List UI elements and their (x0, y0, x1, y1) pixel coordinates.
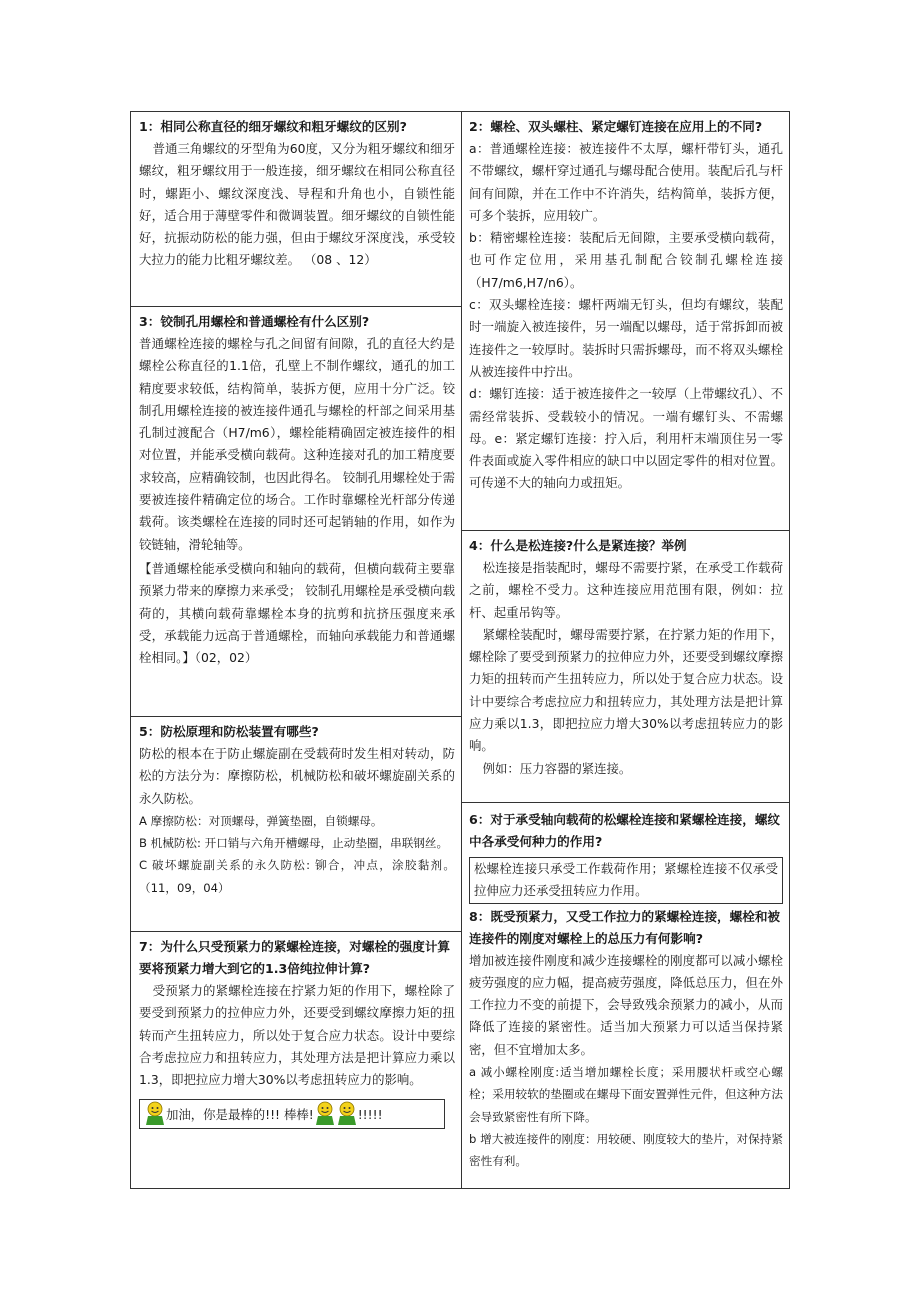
q5-title: 5：防松原理和防松装置有哪些? (139, 724, 319, 739)
q3-cell (131, 307, 461, 717)
q6-title: 6：对于承受轴向载荷的松螺栓连接和紧螺栓连接，螺纹中各承受何种力的作用? (469, 812, 781, 849)
smiley-icon (314, 1101, 336, 1127)
smiley-icon (144, 1101, 166, 1127)
q3-body: 普通螺栓连接的螺栓与孔之间留有间隙，孔的直径大约是螺栓公称直径的1.1倍，孔壁上不制作螺纹，通孔的加工精度要求较低，结构简单，装拆方便，应用十分广泛。铰制孔用螺栓连接的被连接件通孔与螺栓的杆部之间采用基孔制过渡配合（H7/m6），螺栓能精确固定被连接件的相对位置，并能承受横向载荷。这种连接对孔的加工精度要求较高，应精确铰制，也因此得名。 铰制孔用螺栓处于需要被连接件精确定位的场合。工作时靠螺栓光杆部分传递载荷。该类螺栓在连接的同时还可起销轴的作用，如作为铰链轴，滑轮轴等。 (139, 336, 455, 552)
q2-cell (461, 112, 789, 531)
q6-q8-cell (461, 803, 789, 1190)
q6-answer: 松螺栓连接只承受工作载荷作用；紧螺栓连接不仅承受拉伸应力还承受扭转应力作用。 (469, 857, 783, 904)
q1-title: 1：相同公称直径的细牙螺纹和粗牙螺纹的区别? (139, 119, 407, 134)
qa-table (130, 111, 790, 1189)
q2-item-de: d：螺钉连接：适于被连接件之一较厚（上带螺纹孔）、不需经常装拆、受载较小的情况。一端有螺钉头、不需螺母。e：紧定螺钉连接：拧入后，利用杆末端顶住另一零件表面或旋入零件相应的缺口中以固定零件的相对位置。可传递不大的轴向力或扭矩。 (469, 386, 783, 491)
q8-item-b: b 增大被连接件的刚度：用较硬、刚度较大的垫片，对保持紧密性有利。 (469, 1131, 783, 1169)
right-column (461, 112, 789, 1188)
q5-body: 防松的根本在于防止螺旋副在受载荷时发生相对转动，防松的方法分为：摩擦防松，机械防松和破坏螺旋副关系的永久防松。 (139, 746, 455, 806)
q5-item-b: B 机械防松: 开口销与六角开槽螺母，止动垫圈，串联钢丝。 (139, 836, 449, 851)
left-column (131, 112, 462, 1188)
q4-title: 4：什么是松连接?什么是紧连接？举例 (469, 538, 687, 553)
cheer-exclaim: !!!!! (357, 1106, 383, 1122)
q3-note: 【普通螺栓能承受横向和轴向的载荷，但横向载荷主要靠预紧力带来的摩擦力来承受； 铰制孔用螺栓是承受横向载荷的，其横向载荷靠螺栓本身的抗剪和抗挤压强度来承受，承载能力远高于普通螺栓，而轴向承载能力和普通螺栓相同。】（02，02） (139, 560, 455, 666)
q7-title: 7：为什么只受预紧力的紧螺栓连接，对螺栓的强度计算要将预紧力增大到它的1.3倍纯拉伸计算? (139, 939, 451, 976)
q8-item-a: a 减小螺栓刚度:适当增加螺栓长度；采用腰状杆或空心螺栓；采用较软的垫圈或在螺母下面安置弹性元件，但这种方法会导致紧密性有所下降。 (469, 1065, 783, 1124)
q2-item-c: c：双头螺栓连接：螺杆两端无钉头，但均有螺纹，装配时一端旋入被连接件，另一端配以螺母，适于常拆卸而被连接件之一较厚时。装拆时只需拆螺母，而不将双头螺栓从被连接件中拧出。 (469, 297, 783, 379)
q8-body: 增加被连接件刚度和减少连接螺栓的刚度都可以减小螺栓疲劳强度的应力幅，提高疲劳强度，降低总压力，但在外工作拉力不变的前提下，会导致残余预紧力的减小，从而降低了连接的紧密性。适当加大预紧力可以适当保持紧密，但不宜增加太多。 (469, 952, 783, 1057)
q7-body: 受预紧力的紧螺栓连接在拧紧力矩的作用下，螺栓除了要受到预紧力的拉伸应力外，还要受到螺纹摩擦力矩的扭转而产生扭转应力，所以处于复合应力状态。设计中要综合考虑拉应力和扭转应力，其处理方法是把计算应力乘以1.3，即把拉应力增大30%以考虑扭转应力的影响。 (139, 983, 455, 1088)
q4-para-3: 例如：压力容器的紧连接。 (482, 760, 632, 776)
q4-para-1: 松连接是指装配时，螺母不需要拧紧，在承受工作载荷之前，螺栓不受力。这种连接应用范围有限，例如：拉杆、起重吊钩等。 (469, 560, 783, 620)
q7-cell (131, 932, 461, 1190)
q5-item-a: A 摩擦防松：对顶螺母，弹簧垫圈，自锁螺母。 (139, 813, 383, 828)
q3-title: 3：铰制孔用螺栓和普通螺栓有什么区别? (139, 314, 370, 329)
q1-body: 普通三角螺纹的牙型角为60度，又分为粗牙螺纹和细牙螺纹，粗牙螺纹用于一般连接，细牙螺纹在相同公称直径时，螺距小、螺纹深度浅、导程和升角也小，自锁性能好，适合用于薄壁零件和微调装置。细牙螺纹的自锁性能好，抗振动防松的能力强，但由于螺纹牙深度浅，承受较大拉力的能力比粗牙螺纹差。 （08 、12） (139, 141, 455, 268)
q4-cell (461, 531, 789, 803)
cheer-box (139, 1099, 445, 1129)
q1-cell (131, 112, 461, 307)
q8-title: 8：既受预紧力，又受工作拉力的紧螺栓连接，螺栓和被连接件的刚度对螺栓上的总压力有何影响? (469, 908, 781, 946)
q4-para-2: 紧螺栓装配时，螺母需要拧紧，在拧紧力矩的作用下，螺栓除了要受到预紧力的拉伸应力外，还要受到螺纹摩擦力矩的扭转而产生扭转应力，所以处于复合应力状态。设计中要综合考虑拉应力和扭转应力，其处理方法是把计算应力乘以1.3，即把拉应力增大30%以考虑扭转应力的影响。 (469, 626, 783, 754)
q5-cell (131, 717, 461, 932)
q5-item-c: C 破坏螺旋副关系的永久防松: 铆合，冲点，涂胶黏剂。（11，09，04） (139, 858, 455, 895)
q2-item-a: a：普通螺栓连接：被连接件不太厚，螺杆带钉头，通孔不带螺纹，螺杆穿过通孔与螺母配合使用。装配后孔与杆间有间隙，并在工作中不许消失，结构简单，装拆方便，可多个装拆，应用较广。 (469, 141, 783, 223)
q2-title: 2：螺栓、双头螺柱、紧定螺钉连接在应用上的不同? (469, 119, 763, 134)
cheer-text: 加油，你是最棒的!!! 棒棒! (166, 1107, 314, 1123)
q2-item-b: b：精密螺栓连接：装配后无间隙，主要承受横向载荷，也可作定位用，采用基孔制配合铰制孔螺栓连接（H7/m6,H7/n6）。 (469, 230, 783, 290)
smiley-icon (336, 1101, 358, 1127)
